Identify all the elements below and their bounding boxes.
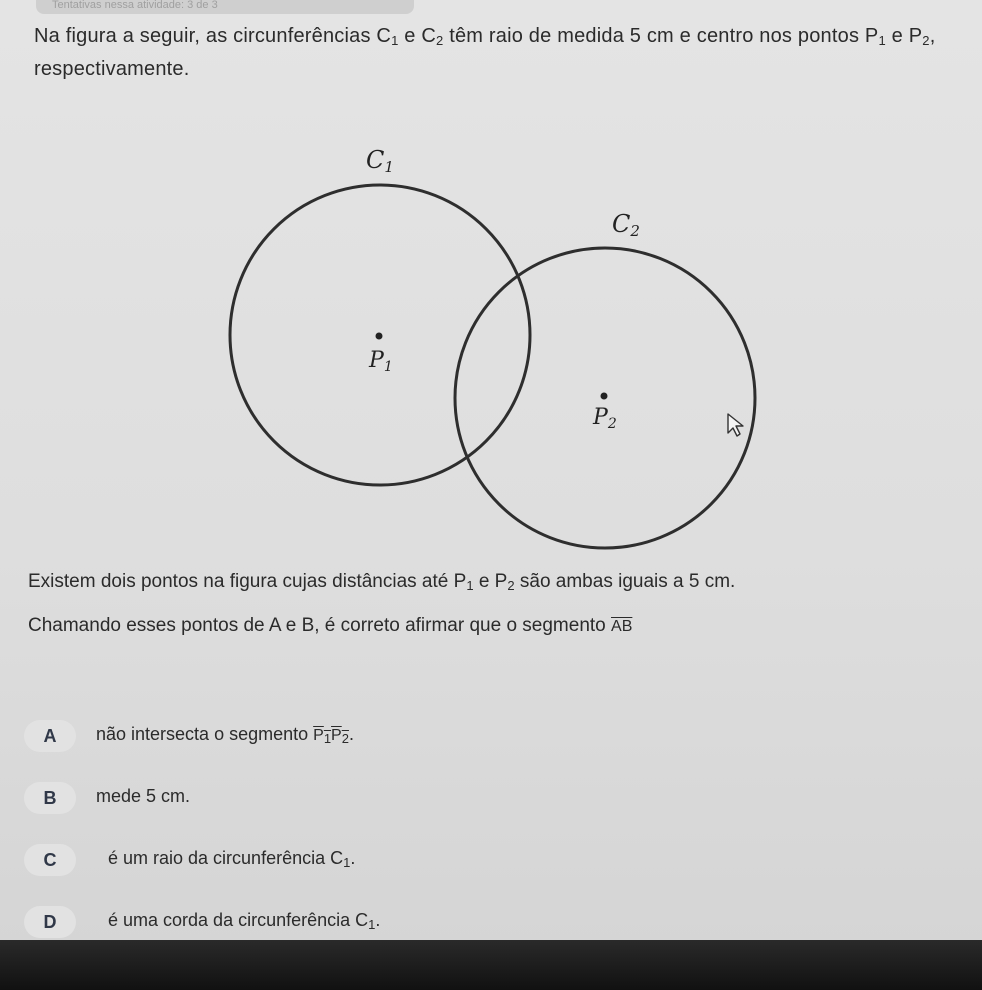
label-p2: P2 — [593, 405, 617, 432]
attempts-text: Tentativas nessa atividade: 3 de 3 — [52, 0, 218, 11]
point-p1 — [376, 333, 383, 340]
option-c-text: é um raio da circunferência $C_1$. — [108, 848, 356, 870]
label-c1: C1 — [366, 146, 394, 176]
option-a-text: não intersecta o segmento $P_1P_2$. — [96, 724, 354, 746]
question-line-1: Existem dois pontos na figura cujas distâncias até $P_1$ e $P_2$ são ambas iguais a 5 cm. — [28, 571, 736, 593]
option-d-text: é uma corda da circunferência $C_1$. — [108, 910, 381, 932]
option-c[interactable] — [18, 840, 898, 880]
option-b-letter[interactable]: B — [24, 782, 76, 814]
question-line-2: Chamando esses pontos de A e B, é correto afirmar que o segmento $\overline{AB}$ — [28, 615, 633, 636]
mouse-pointer-icon — [728, 414, 743, 436]
point-p2 — [601, 393, 608, 400]
option-d-letter[interactable]: D — [24, 906, 76, 938]
option-b[interactable] — [18, 778, 898, 818]
option-a-letter[interactable]: A — [24, 720, 76, 752]
screen-bezel — [0, 940, 982, 990]
intro-paragraph: Na figura a seguir, as circunferências $C_1$ e $C_2$ têm raio de medida 5 cm e centro nos pontos $P_1$ e $P_2$, respectivamente. — [34, 25, 936, 80]
label-p1: P1 — [369, 348, 393, 375]
option-a[interactable] — [18, 716, 898, 756]
option-b-text: mede 5 cm. — [96, 786, 191, 806]
option-d[interactable] — [18, 902, 898, 942]
segment-ab: $\overline{AB}$ — [611, 618, 633, 635]
option-c-letter[interactable]: C — [24, 844, 76, 876]
question-text — [28, 560, 968, 649]
label-c2: C2 — [612, 210, 640, 240]
